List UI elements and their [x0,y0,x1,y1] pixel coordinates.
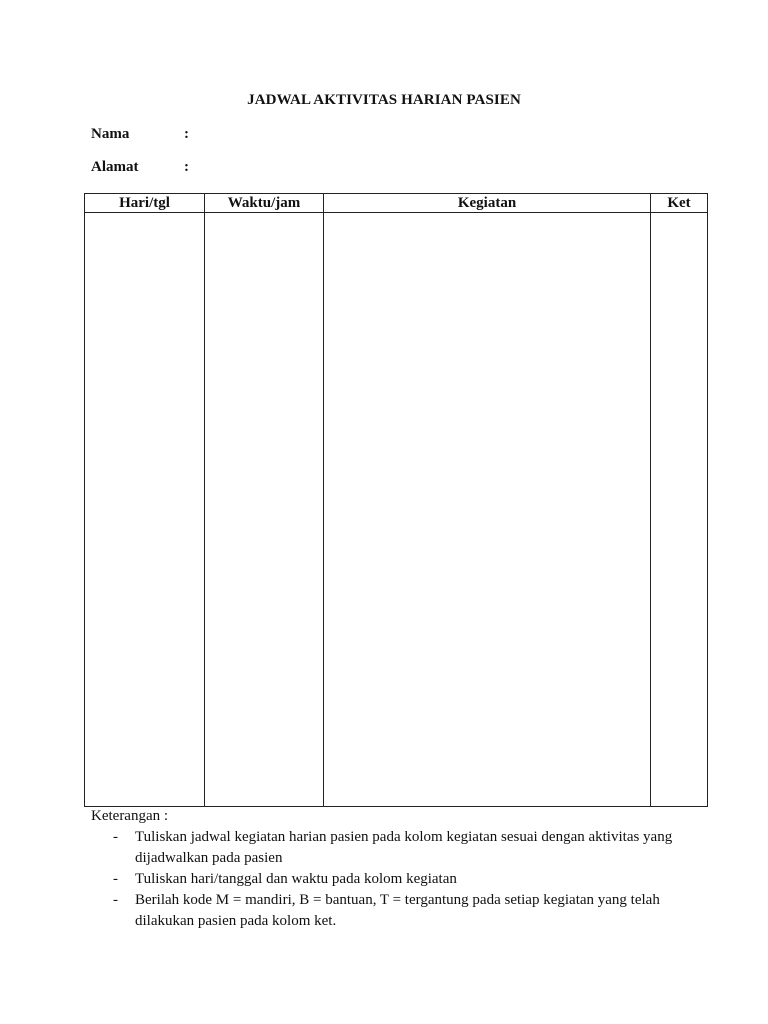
list-item [91,869,711,890]
note-text: Berilah kode M = mandiri, B = bantuan, T = tergantung pada setiap kegiatan yang telah dilakukan pasien pada kolom ket. [135,892,660,929]
field-nama [91,126,189,143]
activity-schedule-table [84,193,708,807]
note-text: Tuliskan jadwal kegiatan harian pasien pada kolom kegiatan sesuai dengan aktivitas yang dijadwalkan pada pasien [135,829,673,866]
field-nama-label: Nama [91,126,130,142]
list-item [91,827,711,869]
bullet-dash: - [113,871,118,887]
cell-ket [651,213,708,807]
column-header-waktu-jam: Waktu/jam [205,194,324,213]
notes-list [91,827,711,932]
notes-section [91,806,711,932]
table-header-row [85,194,708,213]
note-text: Tuliskan hari/tanggal dan waktu pada kolom kegiatan [135,871,457,887]
cell-kegiatan [324,213,651,807]
column-header-ket: Ket [651,194,708,213]
bullet-dash: - [113,829,118,845]
bullet-dash: - [113,892,118,908]
field-alamat [91,159,189,176]
column-header-hari-tgl: Hari/tgl [85,194,205,213]
cell-hari-tgl [85,213,205,807]
notes-heading: Keterangan : [91,808,169,824]
field-alamat-label: Alamat [91,159,139,175]
table-row [85,213,708,807]
list-item [91,890,711,932]
field-alamat-colon: : [184,159,189,175]
cell-waktu-jam [205,213,324,807]
document-title: JADWAL AKTIVITAS HARIAN PASIEN [247,92,521,108]
field-nama-colon: : [184,126,189,142]
column-header-kegiatan: Kegiatan [324,194,651,213]
